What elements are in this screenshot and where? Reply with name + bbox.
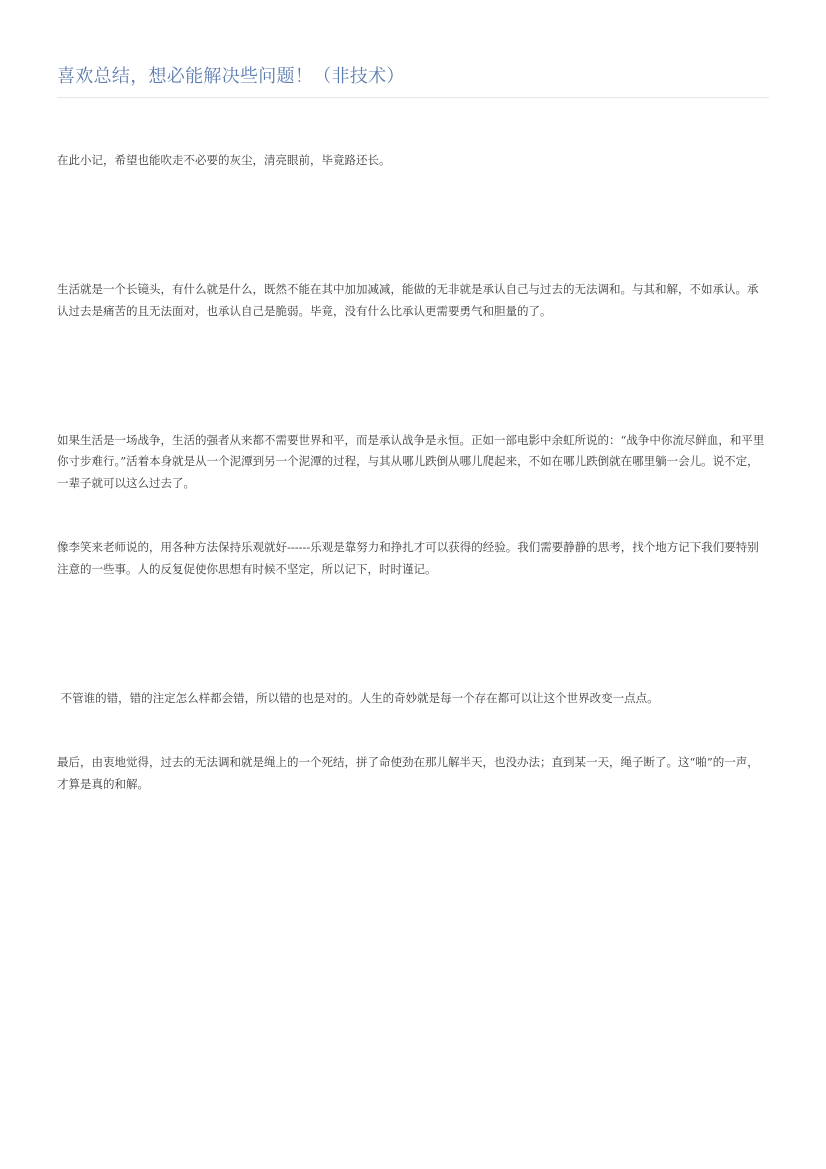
paragraph-spacer [57,623,769,645]
title-divider [57,97,769,98]
paragraph-long-shot: 生活就是一个长镜头，有什么就是什么，既然不能在其中加加减减，能做的无非就是承认自己与过去的无法调和。与其和解，不如承认。承认过去是痛苦的且无法面对，也承认自己是脆弱。毕竟，没有什么比承认更需要勇气和胆量的了。 [57,282,759,318]
article [57,0,769,838]
paragraph-optimism: 像李笑来老师说的，用各种方法保持乐观就好------乐观是靠努力和挣扎才可以获得的经验。我们需要静静的思考，找个地方记下我们要特别注意的一些事。人的反复促使你思想有时候不坚定，所以记下，时时谨记。 [57,540,759,576]
paragraph-spacer [57,215,769,237]
paragraph-intro: 在此小记，希望也能吹走不必要的灰尘，清亮眼前，毕竟路还长。 [57,153,391,167]
paragraph-war: 如果生活是一场战争，生活的强者从来都不需要世界和平，而是承认战争是永恒。正如一部电影中余虹所说的：“战争中你流尽鲜血，和平里你寸步难行。”活着本身就是从一个泥潭到另一个泥潭的过程，与其从哪儿跌倒从哪儿爬起来，不如在哪儿跌倒就在哪里躺一会儿。说不定，一辈子就可以这么过去了。 [57,432,765,490]
paragraph-spacer [57,365,769,387]
article-body [57,107,769,838]
article-title: 喜欢总结，想必能解决些问题！（非技术） [57,66,405,87]
paragraph-conclusion: 最后，由衷地觉得，过去的无法调和就是绳上的一个死结，拼了命使劲在那儿解半天，也没办法；直到某一天，绳子断了。这“啪”的一声，才算是真的和解。 [57,755,759,791]
paragraph-mistakes: 不管谁的错，错的注定怎么样都会错，所以错的也是对的。人生的奇妙就是每一个存在都可以让这个世界改变一点点。 [57,690,659,705]
